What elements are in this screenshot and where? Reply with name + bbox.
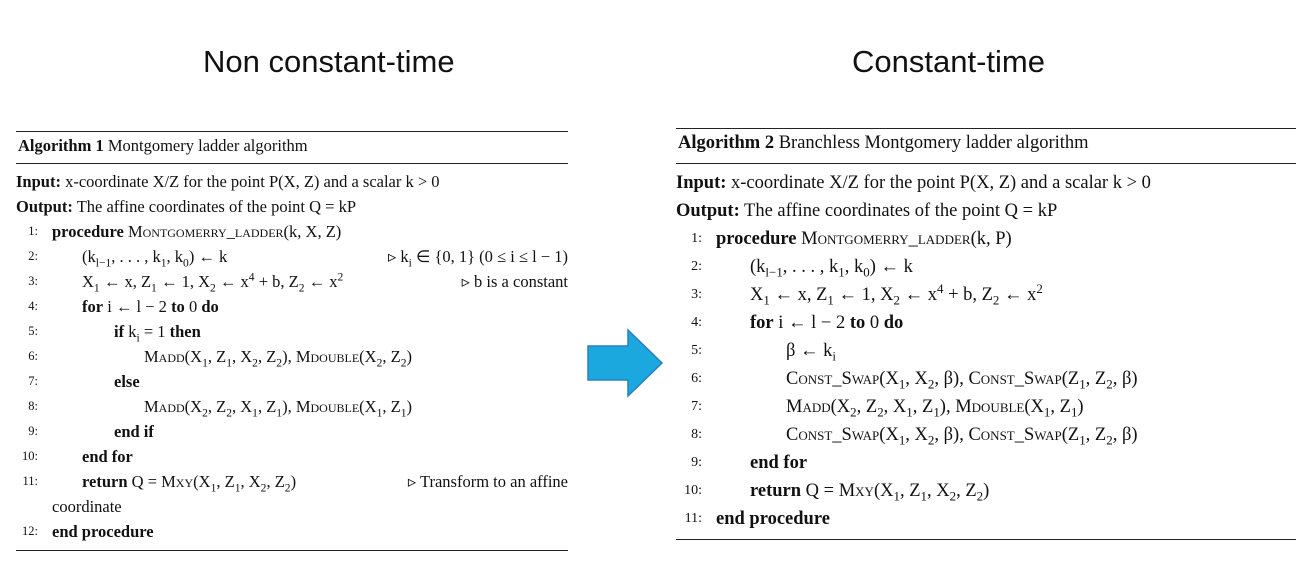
line-code: end for (750, 453, 808, 473)
line-code: $Const\_Swap(X_1$, $X_2$, β), $Const\_Swap(Z_1$, $Z_2$, β) (786, 425, 1138, 448)
algorithm-1-caption-title: Montgomery ladder algorithm (107, 136, 308, 155)
algorithm-line (16, 444, 568, 469)
line-number: 6: (28, 349, 38, 363)
line-number: 8: (691, 427, 702, 442)
line-comment: ▹ b is a constant (461, 272, 568, 291)
line-number: 9: (28, 424, 38, 438)
algorithm-line-continuation (16, 494, 568, 519)
line-number: 6: (691, 371, 702, 386)
line-code: $X_1$ ← x, $Z_1$ ← 1, $X_2$ ← $x^4 + b$, $Z_2$ ← $x^2$ (82, 271, 344, 295)
algorithm-line (676, 449, 1296, 477)
heading-non-constant-time: Non constant-time (203, 44, 455, 79)
algorithm-1-output (16, 194, 568, 219)
algorithm-1-bottom-rule (16, 550, 568, 551)
line-code: if $k_i = 1$ then (114, 322, 201, 345)
input-label: Input: (676, 173, 727, 193)
algorithm-line (676, 365, 1296, 393)
algorithm-line (676, 505, 1296, 533)
algorithm-2-io (676, 164, 1296, 225)
line-code: $Madd(X_2$, $Z_2$, $X_1$, $Z_1$), $Mdouble(X_1$, $Z_1$) (144, 397, 412, 420)
right-arrow-icon (586, 328, 664, 398)
line-code: end procedure (52, 522, 154, 541)
line-code: end procedure (716, 509, 830, 529)
input-label: Input: (16, 172, 61, 191)
line-number: 10: (684, 483, 702, 498)
line-number: 8: (28, 399, 38, 413)
line-number: 2: (28, 249, 38, 263)
algorithm-line (16, 219, 568, 244)
algorithm-line (16, 419, 568, 444)
algorithm-2-bottom-rule (676, 539, 1296, 540)
output-text: The affine coordinates of the point Q = kP (76, 197, 357, 216)
algorithm-1-input (16, 169, 568, 194)
algorithm-line (676, 393, 1296, 421)
line-number: 2: (691, 259, 702, 274)
algorithm-line (676, 225, 1296, 253)
line-code: $X_1$ ← x, $Z_1$ ← 1, $X_2$ ← $x^4 + b$, $Z_2$ ← $x^2$ (750, 280, 1043, 308)
output-text: The affine coordinates of the point Q = kP (744, 201, 1058, 221)
algorithm-1-caption-label: Algorithm 1 (18, 136, 104, 155)
line-code: procedure Montgomerry_ladder(k, X, Z) (52, 222, 342, 241)
line-code: return $Q = Mxy(X_1$, $Z_1$, $X_2$, $Z_2$) (82, 472, 297, 495)
line-comment: ▹ $k_i$ ∈ {0, 1} (0 ≤ i ≤ l − 1) (387, 247, 568, 270)
line-number: 3: (691, 287, 702, 302)
algorithm-2-output (676, 197, 1296, 225)
line-number: 5: (691, 343, 702, 358)
algorithm-2-input (676, 169, 1296, 197)
line-code: $Madd(X_1$, $Z_1$, $X_2$, $Z_2$), $Mdouble(X_2$, $Z_2$) (144, 347, 412, 370)
algorithm-line (676, 281, 1296, 309)
algorithm-2-caption (676, 128, 1296, 164)
line-code: else (114, 372, 140, 391)
algorithm-2-caption-title: Branchless Montgomery ladder algorithm (778, 133, 1089, 153)
line-number: 10: (22, 449, 38, 463)
line-number: 4: (28, 299, 38, 313)
line-code: β ← $k_i$ (786, 341, 837, 364)
line-code: ($k_{l-1}$, . . . , $k_1$, $k_0$) ← k (750, 257, 913, 280)
algorithm-line (676, 253, 1296, 281)
line-number: 1: (691, 231, 702, 246)
algorithm-1-box (16, 131, 568, 551)
line-number: 3: (28, 274, 38, 288)
algorithm-2-caption-label: Algorithm 2 (678, 133, 775, 153)
line-number: 9: (691, 455, 702, 470)
algorithm-line (16, 344, 568, 369)
input-text: x-coordinate X/Z for the point P(X, Z) and a scalar k > 0 (65, 172, 440, 191)
line-code: ($k_{l-1}$, . . . , $k_1$, $k_0$) ← k (82, 247, 228, 270)
line-number: 5: (28, 324, 38, 338)
line-code: $Madd(X_2$, $Z_2$, $X_1$, $Z_1$), $Mdouble(X_1$, $Z_1$) (786, 397, 1084, 420)
algorithm-line (16, 369, 568, 394)
algorithm-1-io (16, 164, 568, 219)
algorithm-line (16, 269, 568, 294)
line-number: 1: (28, 224, 38, 238)
line-number: 7: (28, 374, 38, 388)
line-code: for i ← l − 2 to 0 do (82, 297, 219, 316)
algorithm-line (16, 519, 568, 544)
line-code: $Const\_Swap(X_1$, $X_2$, β), $Const\_Swap(Z_1$, $Z_2$, β) (786, 369, 1138, 392)
output-label: Output: (676, 201, 740, 221)
input-text: x-coordinate X/Z for the point P(X, Z) and a scalar k > 0 (731, 173, 1151, 193)
algorithm-line (676, 421, 1296, 449)
line-number: 4: (691, 315, 702, 330)
line-code: end for (82, 447, 133, 466)
algorithm-line (16, 319, 568, 344)
algorithm-line (16, 244, 568, 269)
heading-constant-time: Constant-time (852, 44, 1045, 79)
line-code: procedure Montgomerry_ladder(k, P) (716, 229, 1012, 249)
algorithm-line (16, 394, 568, 419)
line-code: for i ← l − 2 to 0 do (750, 313, 904, 333)
line-comment: ▹ Transform to an affine (407, 472, 568, 491)
output-label: Output: (16, 197, 73, 216)
line-code: return $Q = Mxy(X_1$, $Z_1$, $X_2$, $Z_2$) (750, 481, 990, 504)
line-number: 11: (22, 474, 38, 488)
line-continuation: coordinate (52, 497, 122, 516)
algorithm-line (16, 469, 568, 494)
algorithm-line (16, 294, 568, 319)
line-number: 12: (22, 524, 38, 538)
line-number: 11: (684, 511, 702, 526)
line-code: end if (114, 422, 154, 441)
algorithm-2-box (676, 128, 1296, 540)
line-number: 7: (691, 399, 702, 414)
algorithm-1-caption (16, 131, 568, 164)
algorithm-line (676, 309, 1296, 337)
algorithm-line (676, 477, 1296, 505)
algorithm-line (676, 337, 1296, 365)
